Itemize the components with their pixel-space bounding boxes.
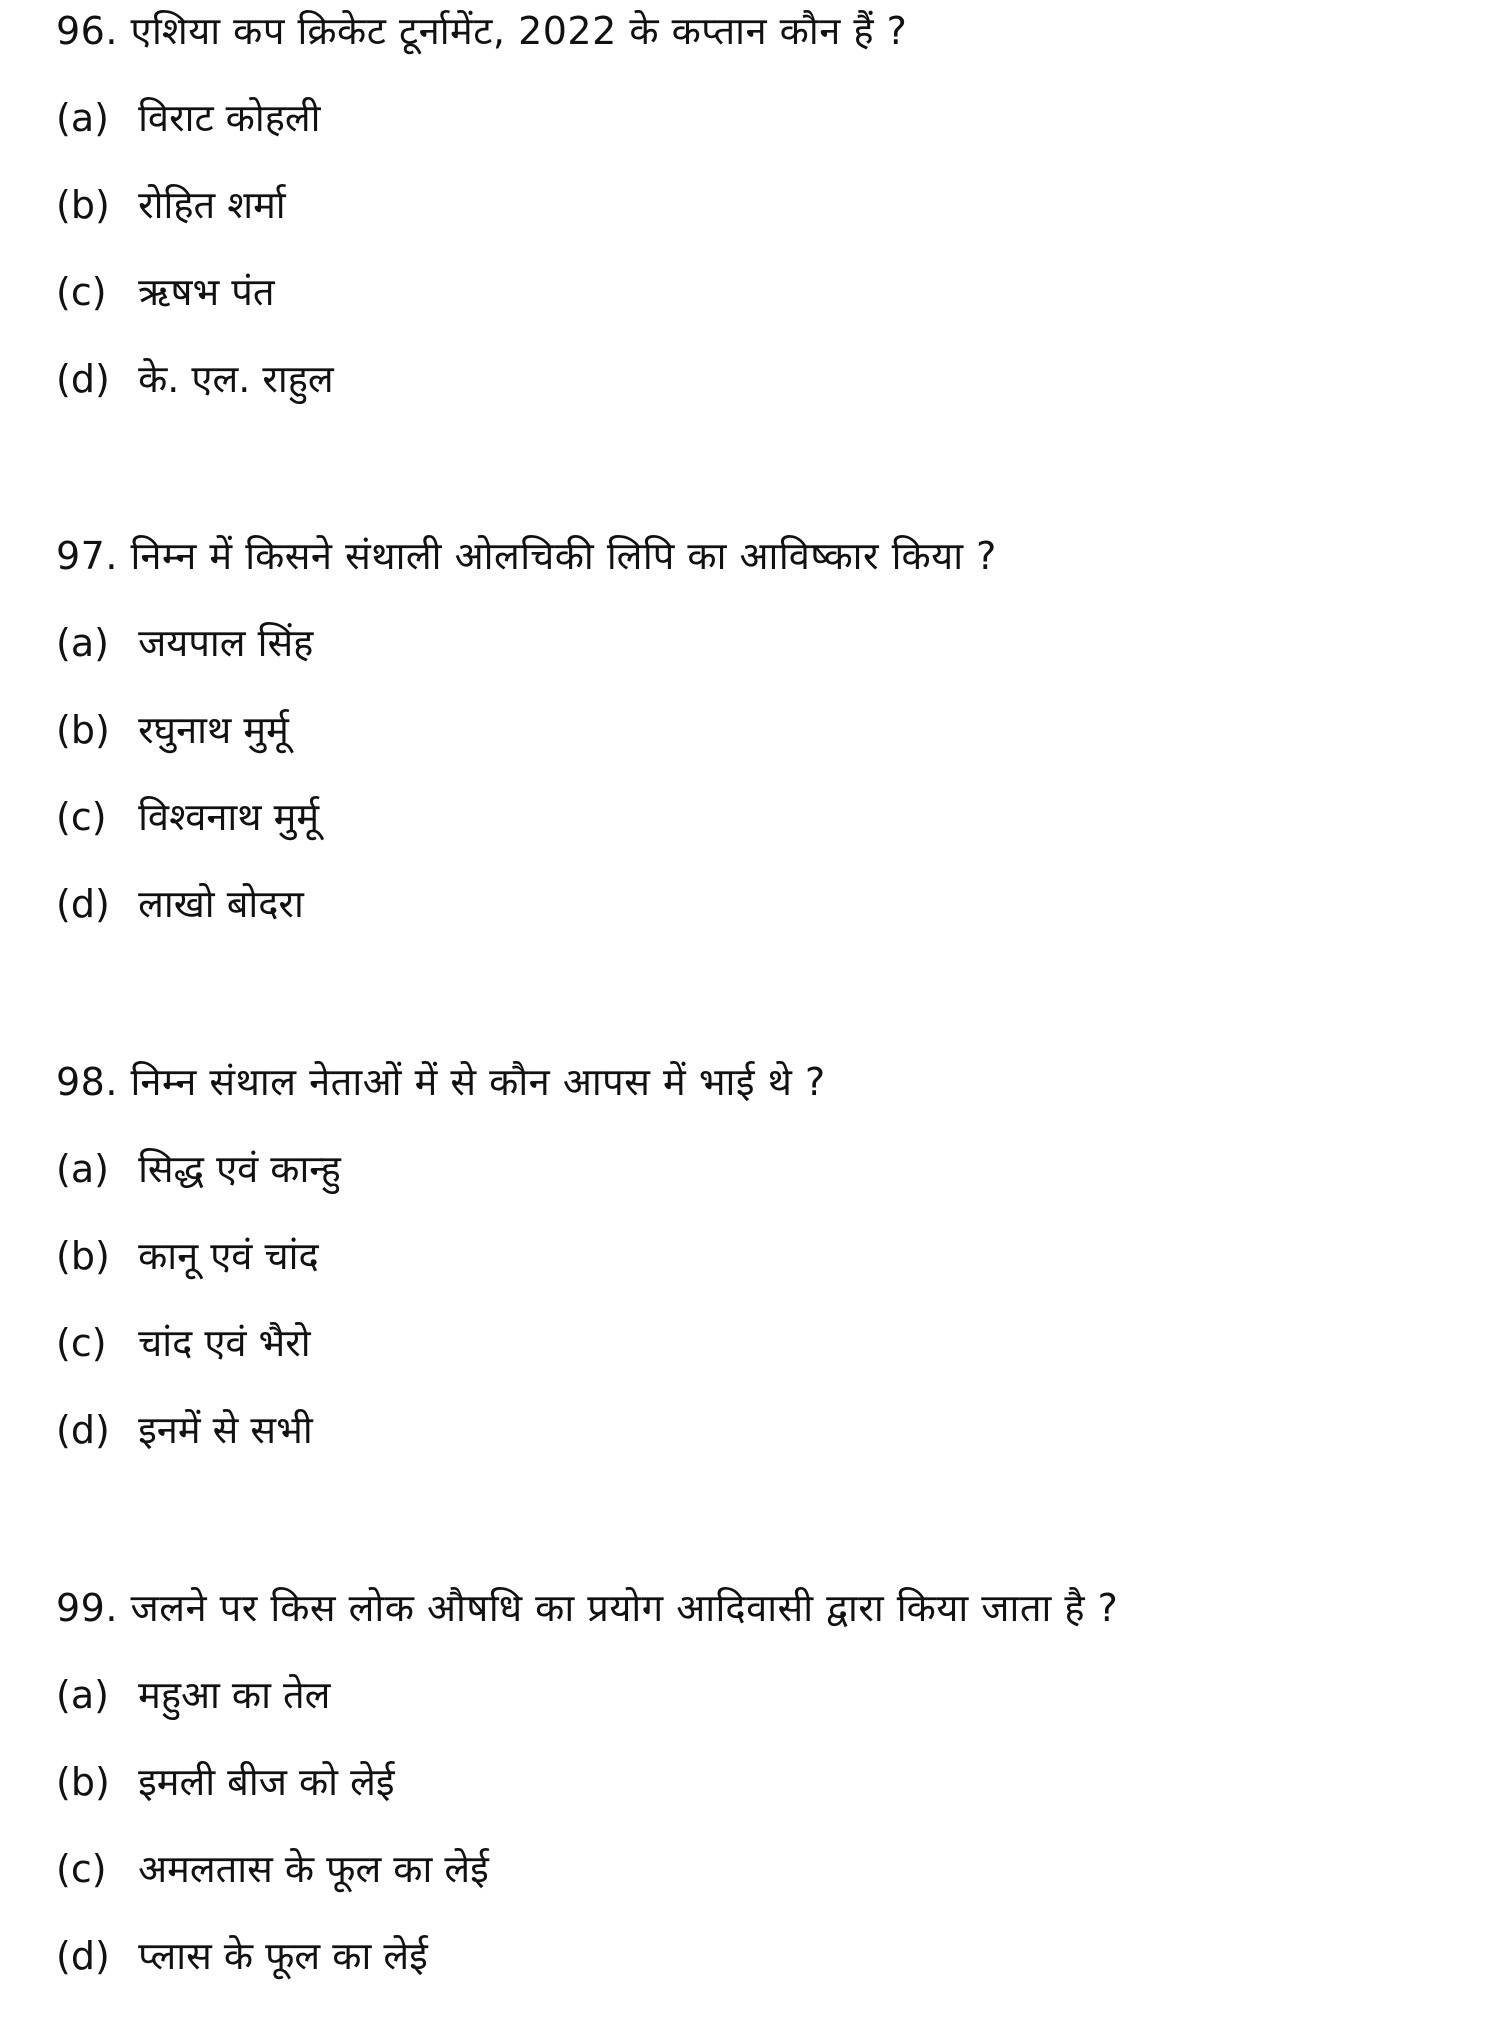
question-97 <box>56 513 1476 948</box>
option-text: रोहित शर्मा <box>138 183 286 227</box>
option-label: (b) <box>56 183 110 227</box>
option-c <box>56 1300 1476 1387</box>
option-a <box>56 600 1476 687</box>
option-text: इनमें से सभी <box>138 1408 313 1452</box>
question-text: 96. एशिया कप क्रिकेट टूर्नामेंट, 2022 के कप्तान कौन हैं ? <box>56 9 908 53</box>
option-d <box>56 861 1476 948</box>
question-96 <box>56 0 1476 423</box>
option-a <box>56 1126 1476 1213</box>
option-text: जयपाल सिंह <box>138 621 314 665</box>
option-label: (b) <box>56 708 110 752</box>
option-b <box>56 162 1476 249</box>
option-text: सिद्ध एवं कान्हु <box>138 1147 341 1191</box>
option-a <box>56 1652 1476 1739</box>
option-text: महुआ का तेल <box>138 1673 331 1717</box>
option-label: (d) <box>56 882 110 926</box>
option-text: कानू एवं चांद <box>138 1234 319 1278</box>
question-text: 98. निम्न संथाल नेताओं में से कौन आपस में भाई थे ? <box>56 1060 826 1104</box>
option-label: (c) <box>56 1321 107 1365</box>
option-label: (a) <box>56 1147 109 1191</box>
option-text: चांद एवं भैरो <box>138 1321 311 1365</box>
option-label: (b) <box>56 1234 110 1278</box>
option-text: विश्वनाथ मुर्मू <box>138 795 320 839</box>
question-98 <box>56 1039 1476 1474</box>
option-label: (a) <box>56 621 109 665</box>
option-c <box>56 1826 1476 1913</box>
option-label: (c) <box>56 270 107 314</box>
option-b <box>56 1739 1476 1826</box>
option-label: (d) <box>56 1408 110 1452</box>
option-label: (b) <box>56 1760 110 1804</box>
option-a <box>56 75 1476 162</box>
question-text: 99. जलने पर किस लोक औषधि का प्रयोग आदिवासी द्वारा किया जाता है ? <box>56 1586 1119 1630</box>
option-d <box>56 1387 1476 1474</box>
option-label: (c) <box>56 1847 107 1891</box>
option-b <box>56 687 1476 774</box>
option-b <box>56 1213 1476 1300</box>
option-text: रघुनाथ मुर्मू <box>138 708 289 752</box>
option-text: लाखो बोदरा <box>138 882 304 926</box>
option-c <box>56 249 1476 336</box>
option-text: अमलतास के फूल का लेई <box>138 1847 489 1891</box>
option-text: ऋषभ पंत <box>138 270 275 314</box>
option-d <box>56 1913 1476 2000</box>
option-label: (c) <box>56 795 107 839</box>
option-label: (a) <box>56 1673 109 1717</box>
question-99 <box>56 1565 1476 2000</box>
option-c <box>56 774 1476 861</box>
option-label: (d) <box>56 1934 110 1978</box>
option-text: इमली बीज को लेई <box>138 1760 395 1804</box>
option-d <box>56 336 1476 423</box>
question-text: 97. निम्न में किसने संथाली ओलचिकी लिपि का आविष्कार किया ? <box>56 534 997 578</box>
option-text: के. एल. राहुल <box>138 357 334 401</box>
option-label: (d) <box>56 357 110 401</box>
option-label: (a) <box>56 96 109 140</box>
option-text: प्लास के फूल का लेई <box>138 1934 428 1978</box>
option-text: विराट कोहली <box>138 96 321 140</box>
